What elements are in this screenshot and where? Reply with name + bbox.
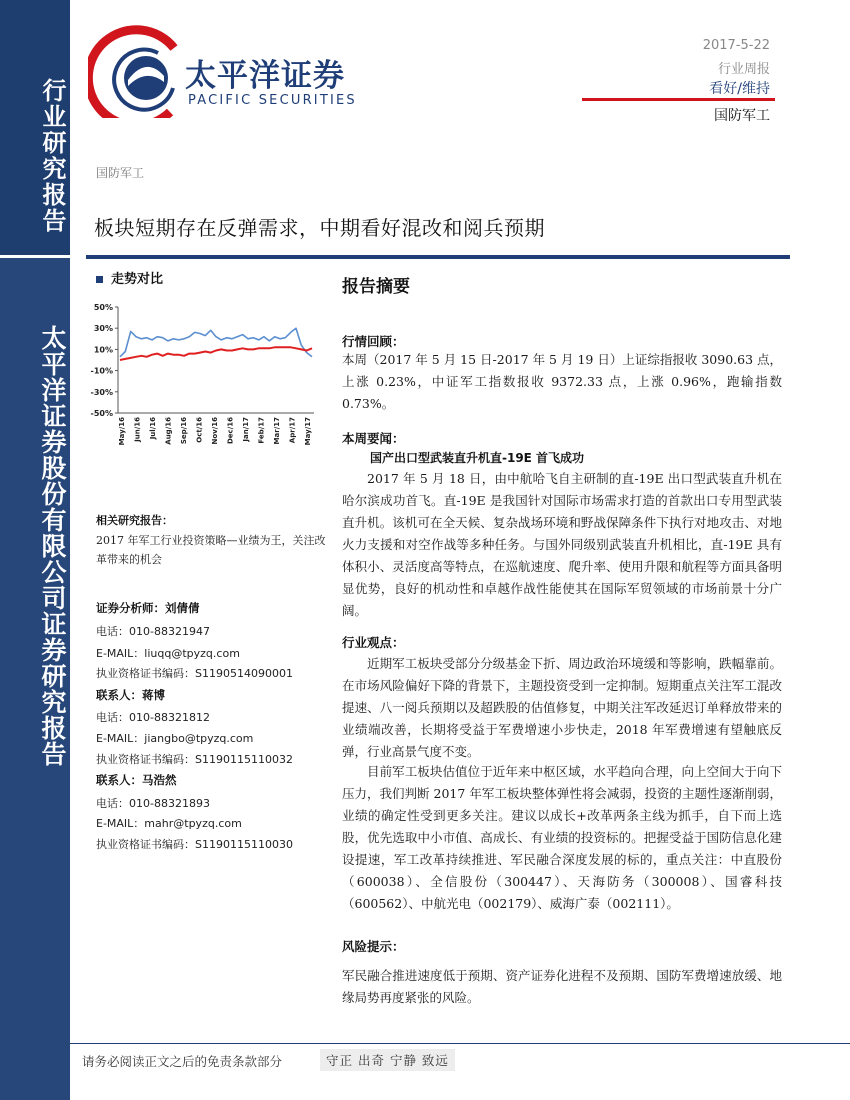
- y-tick-label: -10%: [90, 366, 113, 376]
- square-bullet-icon: [96, 276, 103, 283]
- risk-text: 军民融合推进速度低于预期、资产证券化进程不及预期、国防军费增速放缓、地缘局势再度紧张的风险。: [342, 968, 782, 1005]
- y-tick-label: 50%: [93, 303, 113, 312]
- x-tick-label: May/17: [304, 417, 312, 446]
- report-type: 行业周报: [717, 62, 770, 77]
- x-tick-label: Dec/16: [226, 417, 235, 445]
- industry-view-title: 行业观点：: [342, 635, 405, 650]
- x-tick-label: Aug/16: [164, 417, 173, 445]
- news-text: 2017 年 5 月 18 日，由中航哈飞自主研制的直-19E 出口型武装直升机在哈尔滨成功首飞。直-19E 是我国针对国际市场需求打造的首款出口专用型武装直升机。该机可在全天候、复杂战场环境和野战保障条件下执行对地攻击、对地火力支援和对空作战等多种任务。与国外同级别武装直升机相比，直-19E 具有体积小、灵活度高等特点，在巡航速度、爬升率、使用升限和航程等方面具备明显优势，良好的机动性和卓越作战性能使其在国际军贸领域的市场前景十分广阔。: [342, 471, 782, 618]
- series-line-index: [120, 347, 312, 360]
- x-tick-label: Jul/16: [149, 417, 157, 440]
- news-title: 本周要闻：: [342, 431, 405, 446]
- footer-motto: 守正 出奇 宁静 致远: [320, 1049, 455, 1071]
- x-tick-label: Apr/17: [288, 417, 297, 444]
- x-tick-label: Nov/16: [211, 417, 219, 445]
- brand-name-en: PACIFIC SECURITIES: [188, 93, 357, 108]
- news-subtitle: 国产出口型武装直升机直-19E 首飞成功: [370, 451, 585, 465]
- market-review-text: 本周（2017 年 5 月 15 日-2017 年 5 月 19 日）上证综指报收 3090.63 点，上涨 0.23%，中证军工指数报收 9372.33 点，上涨 0.96%，跑输指数 0.73%。: [342, 352, 782, 411]
- trend-title-text: 走势对比: [111, 272, 164, 287]
- contact2-email[interactable]: E-MAIL：mahr@tpyzq.com: [96, 817, 242, 830]
- contact2-phone: 电话：010-88321893: [96, 797, 210, 810]
- sidebar-report-category: 行业研究报告: [38, 78, 66, 234]
- x-tick-label: Feb/17: [257, 417, 266, 444]
- report-date: 2017-5-22: [702, 38, 770, 53]
- y-tick-label: -30%: [90, 387, 113, 397]
- trend-heading: [96, 268, 163, 287]
- y-tick-label: -50%: [90, 409, 113, 418]
- brand-name-cn: 太平洋证券: [185, 58, 345, 94]
- series-line-sector: [120, 328, 312, 357]
- summary-title: 报告摘要: [342, 277, 410, 297]
- trend-chart: [86, 293, 326, 463]
- contact1-phone: 电话：010-88321812: [96, 711, 210, 724]
- analyst-cert: 执业资格证书编码：S1190514090001: [96, 667, 293, 680]
- x-tick-label: Oct/16: [195, 417, 204, 443]
- footer-disclaimer: 请务必阅读正文之后的免责条款部分: [82, 1054, 283, 1069]
- x-tick-label: Jun/16: [133, 417, 142, 442]
- analyst-phone: 电话：010-88321947: [96, 625, 210, 638]
- industry-view-text-1: 近期军工板块受部分分级基金下折、周边政治环境缓和等影响，跌幅靠前。在市场风险偏好下降的背景下，主题投资受到一定抑制。短期重点关注军工混改提速、八一阅兵预期以及超跌股的估值修复，中期关注军改延迟订单释放带来的业绩端改善，长期将受益于军费增速小步快走，2018 年军费增速有望触底反弹，行业高景气度不变。: [342, 656, 782, 759]
- contact2-name: 联系人：马浩然: [96, 773, 177, 787]
- analyst-email[interactable]: E-MAIL：liuqq@tpyzq.com: [96, 647, 240, 660]
- related-text: 2017 年军工行业投资策略—业绩为王，关注改革带来的机会: [96, 534, 326, 566]
- contact1-cert: 执业资格证书编码：S1190115110032: [96, 753, 293, 766]
- header-red-divider: [582, 98, 775, 101]
- contact1-email[interactable]: E-MAIL：jiangbo@tpyzq.com: [96, 732, 254, 745]
- analyst-name: 证券分析师：刘倩倩: [96, 601, 200, 615]
- industry-view-text-2: 目前军工板块估值位于近年来中枢区域，水平趋向合理，向上空间大于向下压力，我们判断 2017 年军工板块整体弹性将会减弱，投资的主题性逐渐削弱，业绩的确定性受到更多关注。建议以成长+改革两条主线为抓手，自下而上选股，优先选取中小市值、高成长、有业绩的投资标的。把握受益于国防信息化建设提速，军工改革持续推进、军民融合深度发展的标的，重点关注：中直股份（600038）、全信股份（300447）、天海防务（300008）、国睿科技（600562）、中航光电（002179）、威海广泰（002111）。: [342, 764, 782, 911]
- title-underline: [86, 255, 790, 259]
- y-tick-label: 30%: [93, 324, 113, 334]
- x-tick-label: Jan/17: [242, 417, 250, 442]
- sidebar-company-label: 太平洋证券股份有限公司证券研究报告: [38, 325, 67, 767]
- related-title: 相关研究报告：: [96, 514, 173, 527]
- page-title: 板块短期存在反弹需求，中期看好混改和阅兵预期: [94, 216, 545, 240]
- x-tick-label: Sep/16: [180, 417, 188, 445]
- sector-label: 国防军工: [714, 108, 770, 124]
- contact1-name: 联系人：蒋博: [96, 688, 165, 702]
- x-tick-label: May/16: [118, 417, 126, 446]
- rating: 看好/维持: [709, 81, 770, 97]
- sidebar-separator: [0, 255, 70, 258]
- risk-title: 风险提示：: [342, 939, 405, 954]
- sidebar: [0, 0, 70, 1100]
- y-tick-label: 10%: [93, 345, 113, 355]
- breadcrumb: 国防军工: [96, 166, 145, 180]
- market-review-title: 行情回顾：: [342, 334, 405, 349]
- contact2-cert: 执业资格证书编码：S1190115110030: [96, 838, 293, 851]
- footer-divider: [70, 1043, 850, 1044]
- x-tick-label: Mar/17: [273, 417, 281, 445]
